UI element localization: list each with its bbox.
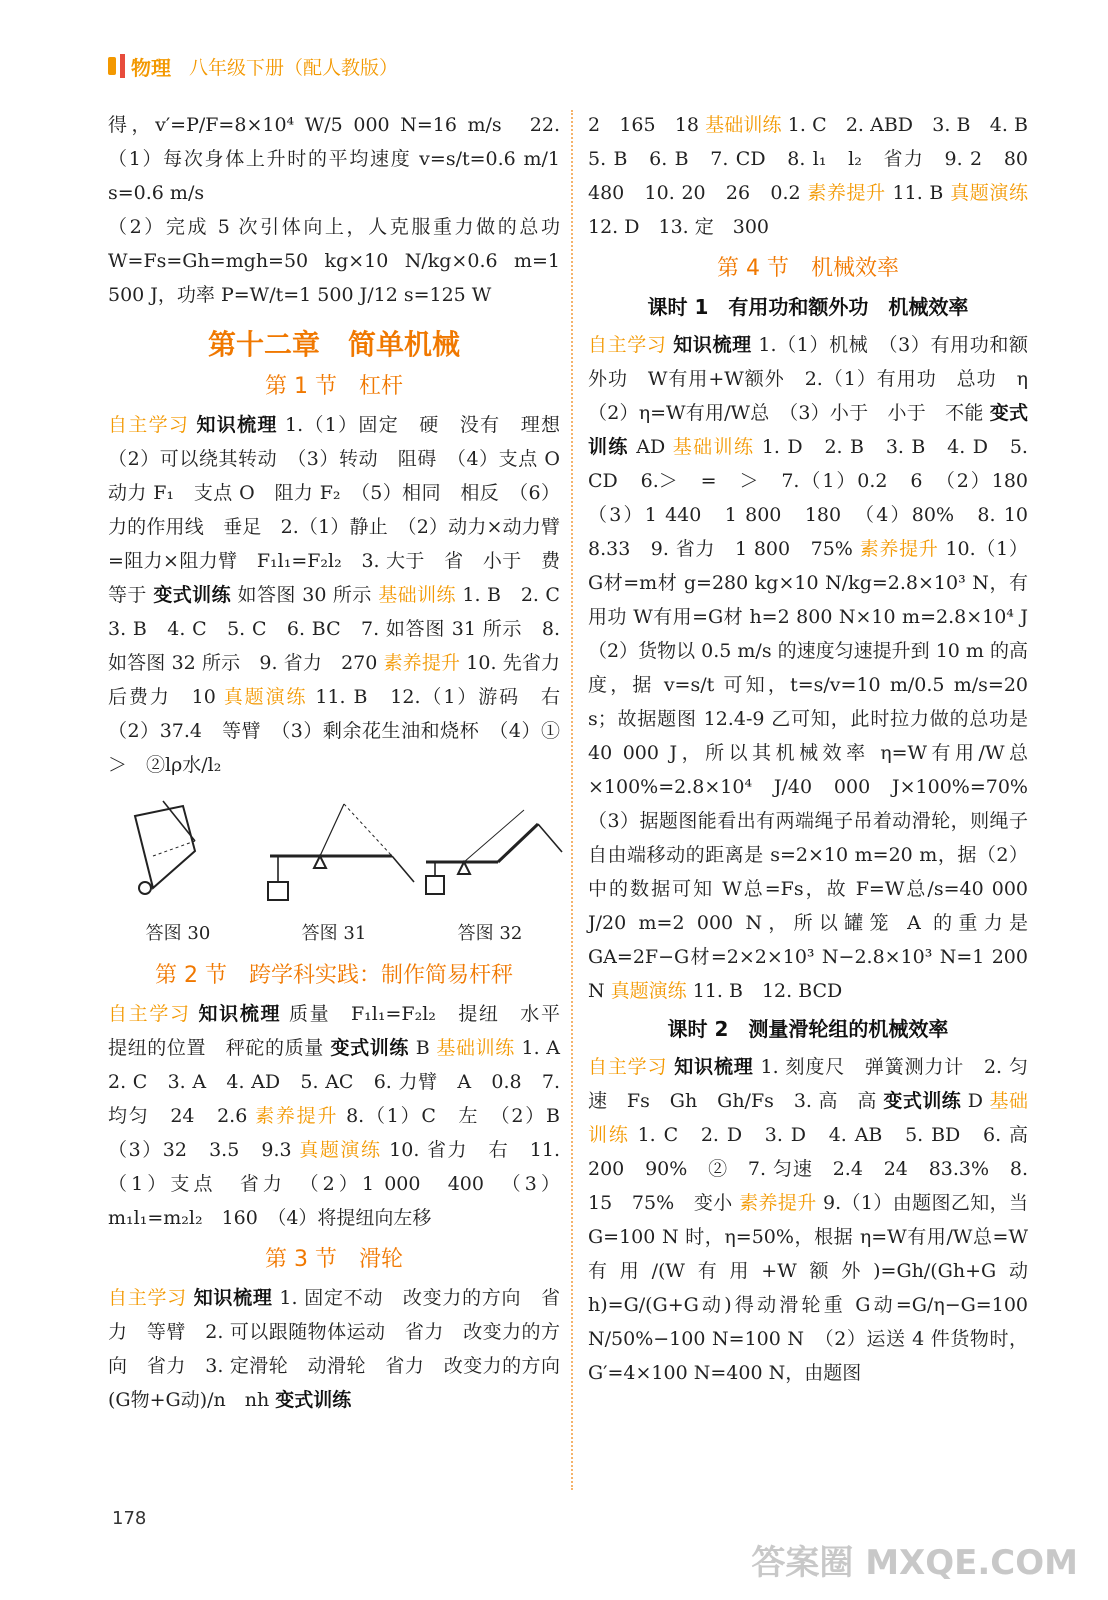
tag-label: 真题演练 [950,182,1028,204]
answer-text: 1. B 2. C 3. B 4. C 5. C 6. BC 7. 如答图 31 所示 8. 如答图 32 所示 9. 省力 270 [108,584,579,674]
answer-block [108,408,580,782]
chapter-title: 第十二章 简单机械 [207,328,460,361]
answer-block [108,997,580,1235]
tag-label: 素养提升 [739,1192,817,1214]
figure-caption: 答图 31 [301,923,367,944]
lesson-title: 课时 1 有用功和额外功 机械效率 [647,295,969,319]
lesson-title: 课时 2 测量滑轮组的机械效率 [667,1017,949,1041]
watermark: 答案圈 MXQE.COM [751,1543,1078,1583]
subsection-label: 知识梳理 [198,1003,282,1025]
answer-text: 8.（1）C 左 （2）B （3）32 3.5 9.3 [108,1105,579,1161]
subsection-label: 知识梳理 [674,1056,754,1078]
tag-label: 自主学习 [588,1056,668,1078]
answer-paragraph: （2）完成 5 次引体向上，人克服重力做的总功 W=Fs=Gh=mgh=50 kg×10 N/kg×0.6 m=1 500 J，功率 P=W/t=1 500 J/12 s=125 W [108,216,560,306]
section-title: 第 1 节 杠杆 [265,374,403,399]
answer-text: 10. 省力 右 11.（1）支点 省力 （2）1 000 400 （3）m₁l₁=m₂l₂ 160 （4）将提纽向左移 [108,1139,560,1229]
tag-label: 基础训练 [672,436,755,458]
answer-text: AD [636,436,666,458]
tag-label: 真题演练 [299,1139,382,1161]
answer-text: 11. B 12.（1）游码 右 （2）37.4 等臂 （3）剩余花生油和烧杯 （4）①＞ ②lρ水/l₂ [108,686,579,776]
answer-text: 10. 先省力后费力 10 [108,652,560,708]
tag-label: 自主学习 [108,1003,191,1025]
header-mark [108,57,116,75]
subsection-label: 变式训练 [330,1037,410,1059]
tag-label: 真题演练 [610,980,687,1002]
answer-block [588,108,1048,244]
answer-text: 1.（1）机械 （3）有用功和额外功 W有用+W额外 2.（1）有用功 总功 η （2）η=W有用/W总 （3）小于 小于 不能 [588,334,1048,424]
header-mark-2 [120,54,125,78]
page-header [108,50,398,82]
column-divider [571,110,573,1490]
subsection-label: 变式训练 [588,402,1028,458]
page-number: 178 [112,1508,147,1529]
subsection-label: 知识梳理 [673,334,752,356]
figure-30 [108,796,248,951]
figure-caption: 答图 30 [145,923,211,944]
figure-31 [264,796,404,951]
section-title: 第 4 节 机械效率 [717,256,899,281]
answer-text: 1. A 2. C 3. A 4. AD 5. AC 6. 力臂 A 0.8 7. 均匀 24 2.6 [108,1037,580,1127]
answer-text: 1. C 2. D 3. D 4. AB 5. BD 6. 高 200 90% ② 7. 匀速 2.4 24 83.3% 8. 15 75% 变小 [588,1124,1048,1214]
section-title: 第 2 节 跨学科实践：制作简易杆秤 [155,963,513,988]
lever-diagram-31 [264,796,424,906]
answer-text: 10.（1）G材=m材 g=280 kg×10 N/kg=2.8×10³ N，有用功 W有用=G材 h=2 800 N×10 m=2.8×10⁴ J （2）货物以 0.5 m/s 的速度匀速提升到 10 m 的高度，据 v=s/t 可知，t=s/v=10 m/0.5 m/s=20 s；故据题图 12.4-9 乙可知，此时拉力做的总功是 40 000 J，所以其机械效率 η=W有用/W总×100%=2.8×10⁴ J/40 000 J×100%=70% （3）据题图能看出有两端绳子吊着动滑轮，则绳子自由端移动的距离是 s=2×10 m=20 m，据（2）中的数据可知 W总=Fs，故 F=W总/s=40 000 J/20 m=2 000 N，所以罐笼 A 的重力是 GA=2F−G材=2×2×10³ N−2.8×10³ N=1 200 N [588,538,1048,1002]
subsection-label: 变式训练 [883,1090,962,1112]
answer-figures [108,796,560,951]
answer-text: 12. D 13. 定 300 [588,216,770,238]
answer-text: 质量 F₁l₁=F₂l₂ 提纽 水平 提纽的位置 秤砣的质量 [108,1003,579,1059]
answer-text: 1. C 2. ABD 3. B 4. B 5. B 6. B 7. CD 8. l₁ l₂ 省力 9. 2 80 480 10. 20 26 0.2 [588,114,1048,204]
answer-text: 9.（1）由题图乙知，当 G=100 N 时，η=50%，根据 η=W有用/W总=W有用/(W有用+W额外)=Gh/(Gh+G动 h)=G/(G+G动)得动滑轮重 G动=G/η−G=100 N/50%−100 N=100 N （2）运送 4 件货物时，G′=4×100 N=400 N，由题图 [588,1192,1028,1384]
answer-text: D [967,1090,984,1112]
answer-text: 2 165 18 [588,114,699,136]
answer-text: 1. 刻度尺 弹簧测力计 2. 匀速 Fs Gh Gh/Fs 3. 高 高 [588,1056,1028,1112]
section-title: 第 3 节 滑轮 [265,1247,403,1272]
tag-label: 素养提升 [255,1105,339,1127]
tag-label: 自主学习 [108,1287,187,1309]
answer-text: 1.（1）固定 硬 没有 理想 （2）可以绕其转动 （3）转动 阻碍 （4）支点 O 动力 F₁ 支点 O 阻力 F₂ （5）相同 相反 （6）力的作用线 垂足 2.（1）静止 （2）动力×动力臂=阻力×阻力臂 F₁l₁=F₂l₂ 3. 大于 省 小于 费 等于 [108,414,580,606]
figure-32 [420,796,560,951]
answer-text: 1. D 2. B 3. B 4. D 5. CD 6.＞ = ＞ 7.（1）0.2 6 （2）180 （3）1 440 1 800 180 （4）80% 8. 10 8.33 9. 省力 1 800 75% [588,436,1048,560]
lever-diagram-32 [420,796,570,906]
grade-label: 八年级下册（配人教版） [189,56,399,79]
answer-text: 11. B [892,182,944,204]
left-column [108,108,580,1417]
tag-label: 基础训练 [436,1037,515,1059]
tag-label: 基础训练 [588,1090,1028,1146]
tag-label: 真题演练 [223,686,308,708]
answer-text: B [415,1037,430,1059]
answer-block [108,1281,580,1417]
subsection-label: 知识梳理 [196,414,278,436]
right-column [588,108,1048,1390]
tag-label: 基础训练 [705,114,782,136]
answer-text: 如答图 30 所示 [237,584,372,606]
subject-label: 物理 [131,55,171,80]
answer-text: 11. B 12. BCD [692,980,843,1002]
tag-label: 素养提升 [807,182,886,204]
answer-paragraph: 得，v′=P/F=8×10⁴ W/5 000 N=16 m/s 22.（1）每次身体上升时的平均速度 v=s/t=0.6 m/1 s=0.6 m/s [108,114,560,204]
lever-diagram-30 [123,796,233,906]
answer-block [588,328,1048,1008]
answer-text: 1. 固定不动 改变力的方向 省力 等臂 2. 可以跟随物体运动 省力 改变力的方向 省力 3. 定滑轮 动滑轮 省力 改变力的方向 (G物+G动)/n nh [108,1287,580,1411]
subsection-label: 知识梳理 [193,1287,273,1309]
subsection-label: 变式训练 [275,1389,352,1411]
tag-label: 素养提升 [383,652,461,674]
subsection-label: 变式训练 [153,584,232,606]
tag-label: 自主学习 [588,334,667,356]
answer-block [588,1050,1048,1390]
tag-label: 素养提升 [859,538,939,560]
tag-label: 自主学习 [108,414,190,436]
figure-caption: 答图 32 [457,923,523,944]
tag-label: 基础训练 [378,584,456,606]
